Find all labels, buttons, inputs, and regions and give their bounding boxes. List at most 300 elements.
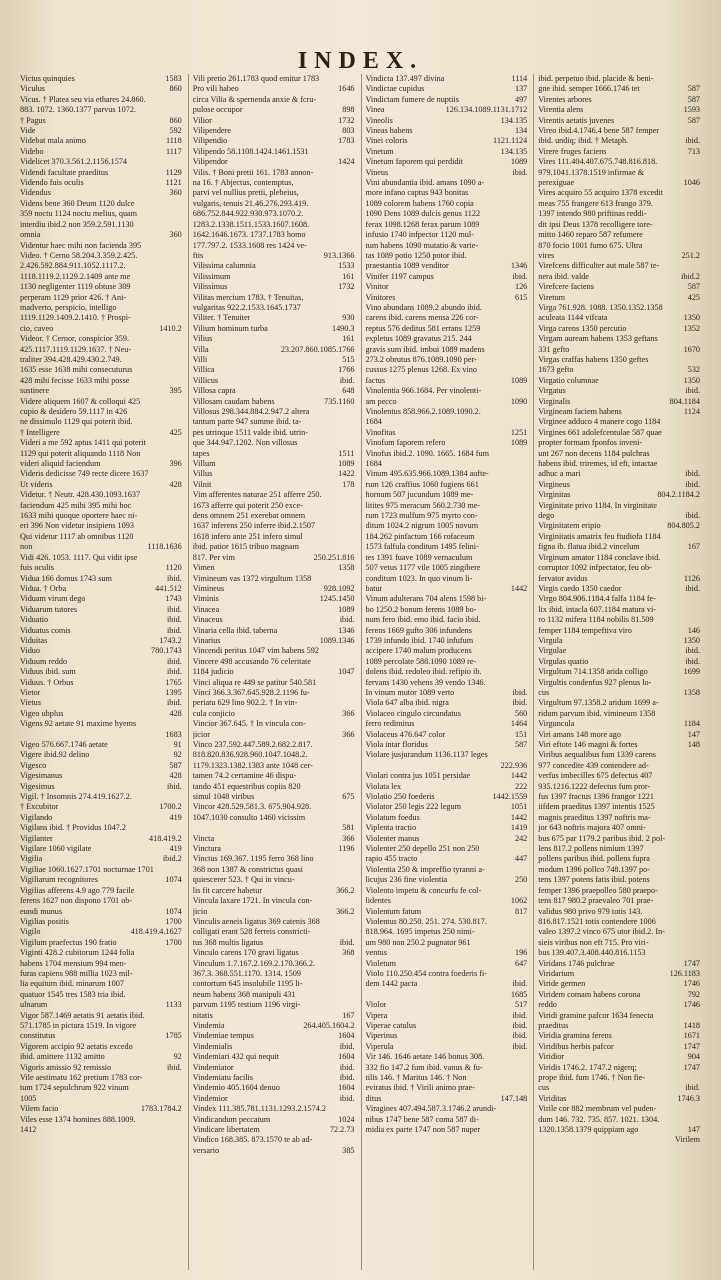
entry-ref: 735.1160 <box>324 396 355 406</box>
entry-text: ferro redimitus <box>365 719 415 729</box>
entry-text: Vinetum faporem qui perdidit <box>365 157 464 167</box>
entry-text: fervans 1430 vehens 39 vendo 1346. <box>365 677 486 687</box>
entry-text: tando 451 equestribus copiis 820 <box>192 781 301 791</box>
entry-text: Vinofitas <box>365 427 396 437</box>
index-entry <box>366 615 528 625</box>
entry-text: Vinctura <box>192 844 221 854</box>
entry-text: cio, caveo <box>20 323 54 333</box>
entry-text: 359 noctu 1124 noctu melius, quam <box>20 209 138 219</box>
index-entry <box>366 501 528 511</box>
entry-text: eri 396 Non videtur insipiens 1093 <box>20 521 134 531</box>
index-entry <box>193 646 355 656</box>
entry-text: 870 focio 1001 fumo 675. Ultra <box>538 240 643 250</box>
entry-ref: ibid. <box>166 656 182 666</box>
index-entry <box>193 147 355 157</box>
entry-text: 1130 negligenter 1119 obtuse 309 <box>20 282 131 292</box>
entry-text: Viribus aequalibus fum 1339 carens <box>538 750 656 760</box>
entry-text: 1397 intendo 980 priftinas reddi- <box>538 209 647 219</box>
entry-text: figna ib. flatua ibid.2 vincelum <box>538 542 640 552</box>
entry-text: Vilis. † Boni pretii 161. 1783 annon- <box>192 167 314 177</box>
entry-text: Vigilare 1060 vigilate <box>20 844 92 854</box>
entry-ref: 1583 <box>165 74 182 83</box>
entry-ref: 1089 <box>510 438 528 448</box>
entry-text: Vindemiator <box>192 1062 234 1072</box>
entry-ref: 780.1743 <box>151 646 182 656</box>
entry-text: Violenter 250 depello 251 non 250 <box>365 844 480 854</box>
entry-text: Vini abundantia ibid. amans 1090 a- <box>365 178 485 188</box>
entry-ref: 1783.1784.2 <box>140 1104 182 1114</box>
index-entry <box>366 813 528 823</box>
index-entry <box>538 178 700 188</box>
entry-text: Vigesco <box>20 760 47 770</box>
index-entry <box>20 428 182 438</box>
entry-text: modum 1396 pollco 748.1397 po- <box>538 864 650 874</box>
index-entry <box>538 948 700 958</box>
entry-text: Vilipendio <box>192 136 228 146</box>
index-entry <box>20 345 182 355</box>
entry-text: Virga 761.928. 1088. 1350.1352.1358 <box>538 302 663 312</box>
entry-text: Videre aliquem 1607 & colloqui 425 <box>20 396 141 406</box>
index-entry <box>538 719 700 729</box>
entry-text: Virgatio columnae <box>538 375 599 385</box>
index-entry <box>538 834 700 844</box>
entry-text: Virefcens difficulter aut male 587 te- <box>538 261 660 271</box>
entry-text: Virgis caedo 1350 caedor <box>538 583 622 593</box>
entry-text: Victus quinquies <box>20 74 75 83</box>
index-entry <box>538 1031 700 1041</box>
entry-text: 332 fio 147.2 fum ibid. vanus & fu- <box>365 1062 483 1072</box>
index-entry <box>538 875 700 885</box>
entry-text: 367.3. 368.551.1170. 1314. 1509 <box>192 968 301 978</box>
entry-text: Violentus 80.250. 251. 274. 530.817. <box>365 916 487 926</box>
entry-ref: ibid. <box>512 1010 528 1020</box>
entry-text: Virginitas <box>538 490 571 500</box>
entry-text: Vigiliae 1060.1627.1701 nocturnae 1701 <box>20 864 154 874</box>
entry-ref: 425 <box>687 292 700 302</box>
index-entry <box>538 1073 700 1083</box>
index-entry <box>366 854 528 864</box>
entry-text: 1089 colorem habens 1760 copia <box>365 198 474 208</box>
index-entry <box>366 480 528 490</box>
entry-text: Virginum amator 1184 conclave ibid. <box>538 552 661 562</box>
index-entry <box>366 907 528 917</box>
entry-ref: 419 <box>169 812 182 822</box>
entry-ref: 928.1092 <box>323 583 355 593</box>
entry-ref: ibid. <box>339 615 355 625</box>
index-entry <box>538 626 700 636</box>
entry-ref: ibid. <box>166 667 182 677</box>
entry-text: propter formam fponfos inveni- <box>538 438 643 448</box>
index-entry <box>538 293 700 303</box>
entry-ref: 1196 <box>338 844 355 854</box>
index-entry <box>366 313 528 323</box>
entry-ref: 1442.1559 <box>492 792 528 802</box>
entry-text: Viridi gramine pafcor 1634 fenecta <box>538 1010 654 1020</box>
entry-text: dego <box>538 511 555 521</box>
index-entry <box>20 782 182 792</box>
index-entry <box>538 584 700 594</box>
entry-text: Vindicta 137.497 divina <box>365 74 445 83</box>
entry-text: Virginitate privo 1184. In virginitate <box>538 500 657 510</box>
entry-text: femper 1184 tempeftiva viro <box>538 625 632 635</box>
entry-text: Viduam virum dego <box>20 594 86 604</box>
index-entry <box>193 74 355 84</box>
entry-text: furas capiens 988 millia 1023 mil- <box>20 968 133 978</box>
index-entry <box>20 168 182 178</box>
index-entry <box>538 782 700 792</box>
entry-text: Vilius <box>192 334 213 344</box>
index-entry <box>193 1094 355 1104</box>
index-entry <box>366 678 528 688</box>
entry-text: ventus <box>365 948 387 958</box>
entry-text: Viles esse 1374 homines 888.1009. <box>20 1114 136 1124</box>
entry-ref: 804.805.2 <box>667 521 700 531</box>
entry-text: Vidua. † Orba <box>20 583 67 593</box>
entry-text: unt 267 non decens 1184 pulchras <box>538 448 650 458</box>
entry-ref: 913.1366 <box>323 250 355 260</box>
entry-text: † Intelligere <box>20 427 60 437</box>
entry-text: nibus 1747 bene 587 coma 587 di- <box>365 1114 479 1124</box>
index-entry <box>193 188 355 198</box>
index-entry <box>20 626 182 636</box>
index-entry <box>20 688 182 698</box>
entry-text: lens 817.2 pollens nimium 1397 <box>538 844 644 854</box>
entry-text: Vindicandum peccatum <box>192 1114 271 1124</box>
entry-ref: 167 <box>342 1010 355 1020</box>
index-entry <box>538 709 700 719</box>
entry-ref: 360 <box>169 188 182 198</box>
index-entry <box>193 532 355 542</box>
entry-text: ne dissimulo 1129 qui poterit ibid. <box>20 417 133 427</box>
entry-ref: ibid.2 <box>162 854 182 864</box>
entry-ref: 1533 <box>338 261 355 271</box>
index-entry <box>538 168 700 178</box>
entry-ref: 147 <box>687 729 700 739</box>
entry-text: num fero ibid. emo ibid. facio ibid. <box>365 615 481 625</box>
entry-text: Vires acquiro 55 acquiro 1378 excedit <box>538 188 664 198</box>
entry-text: 425.1117.1119.1129.1637. † Neu- <box>20 344 132 354</box>
entry-text: dem 1442 pacta <box>365 979 418 989</box>
entry-text: 1119.1129.1409.2.1410. † Prospi- <box>20 313 131 323</box>
index-entry <box>366 459 528 469</box>
index-entry <box>538 1094 700 1104</box>
index-entry <box>538 771 700 781</box>
entry-ref: 366.2 <box>336 906 355 916</box>
index-entry <box>538 209 700 219</box>
entry-ref: ibid. <box>166 573 182 583</box>
entry-text: Violor <box>365 1000 387 1010</box>
index-entry <box>366 979 528 989</box>
entry-ref: 1442 <box>510 583 528 593</box>
entry-ref: 1746 <box>683 979 700 989</box>
entry-ref: ibid. <box>512 1041 528 1051</box>
entry-text: lix ibid. intacla 607.1184 matura vi- <box>538 604 656 614</box>
index-entry <box>538 469 700 479</box>
index-entry <box>538 823 700 833</box>
entry-ref: 1120 <box>165 563 182 573</box>
index-entry <box>366 199 528 209</box>
index-entry <box>20 397 182 407</box>
index-entry <box>366 303 528 313</box>
index-entry <box>366 220 528 230</box>
index-entry <box>193 969 355 979</box>
entry-ref: 497 <box>514 94 528 104</box>
entry-ref: 1129 <box>165 167 182 177</box>
entry-text: tus 368 multis ligatus <box>192 937 264 947</box>
entry-text: bus 139.407.3.408.440.816.1153 <box>538 948 646 958</box>
entry-text: Viperae catulus <box>365 1020 417 1030</box>
index-entry <box>366 553 528 563</box>
entry-ref: ibid. <box>512 167 528 177</box>
entry-text: Virgatus <box>538 386 566 396</box>
index-entry <box>20 605 182 615</box>
entry-ref: 1346 <box>510 261 528 271</box>
entry-text: validus 980 privo 979 totis 143. <box>538 906 643 916</box>
entry-ref: 1422 <box>338 469 355 479</box>
index-entry <box>193 345 355 355</box>
entry-text: dolens ibid. redoleo ibid. refipio ib. <box>365 667 482 677</box>
entry-text: traliter 394.428.429.430.2.749. <box>20 354 122 364</box>
index-entry <box>193 698 355 708</box>
index-entry <box>538 438 700 448</box>
entry-text: Vigilans ibid. † Providus 1047.2 <box>20 823 126 833</box>
entry-ref: 134 <box>514 126 528 136</box>
entry-ref: 1046 <box>683 178 700 188</box>
entry-ref: 161 <box>342 334 355 344</box>
index-entry <box>20 1104 182 1114</box>
entry-ref: 1700.2 <box>159 802 182 812</box>
entry-text: Villa <box>192 344 209 354</box>
index-entry <box>538 365 700 375</box>
entry-ref: 1747 <box>683 1041 700 1051</box>
entry-text: magnis praeditus 1397 noftris ma- <box>538 812 651 822</box>
index-entry <box>193 95 355 105</box>
entry-text: Vindemiari 432 qui nequit <box>192 1052 279 1062</box>
index-entry <box>20 709 182 719</box>
index-entry <box>366 896 528 906</box>
entry-ref: 1685 <box>510 989 528 999</box>
index-entry <box>538 605 700 615</box>
index-entry <box>193 84 355 94</box>
index-entry <box>193 657 355 667</box>
entry-ref: 366.2 <box>336 885 355 895</box>
index-entry <box>193 126 355 136</box>
entry-text: valeo 1397.2 vinco 675 utor ibid.2. In- <box>538 927 665 937</box>
index-entry <box>538 802 700 812</box>
entry-ref: ibid. <box>166 781 182 791</box>
index-entry <box>366 74 528 84</box>
index-entry <box>538 251 700 261</box>
index-entry <box>193 521 355 531</box>
entry-text: Villica <box>192 365 215 375</box>
index-entry <box>20 698 182 708</box>
index-entry <box>366 563 528 573</box>
entry-text: tens 1397 potens fatis ibid. potens <box>538 875 650 885</box>
index-entry <box>193 636 355 646</box>
entry-text: Viridem comam habens corona <box>538 989 641 999</box>
entry-text: accipere 1740 malum producens <box>365 646 472 656</box>
index-entry <box>538 188 700 198</box>
index-entry <box>20 324 182 334</box>
index-entry <box>193 324 355 334</box>
entry-text: habens ibid. triremes, id eft, intactae <box>538 459 658 469</box>
entry-ref: 1184 <box>683 719 700 729</box>
entry-text: Vinum adulterans 704 alens 1598 bi- <box>365 594 487 604</box>
entry-ref: ibid. <box>339 1062 355 1072</box>
index-entry <box>193 293 355 303</box>
entry-text: Villum <box>192 459 216 469</box>
index-entry <box>20 1073 182 1083</box>
entry-text: Vigor 587.1469 aetatis 91 aetatis ibid. <box>20 1010 145 1020</box>
entry-ref: ibid. <box>685 656 700 666</box>
entry-ref: ibid. <box>166 615 182 625</box>
entry-ref: 23.207.860.1085.1766 <box>280 344 355 354</box>
entry-ref: 126.134.1089.1131.1712 <box>445 105 528 115</box>
entry-ref: 1251 <box>510 427 528 437</box>
index-entry <box>538 1021 700 1031</box>
entry-text: Vimineum vas 1372 virgultum 1358 <box>192 573 312 583</box>
index-entry <box>193 553 355 563</box>
entry-ref: 137 <box>514 84 528 94</box>
index-entry <box>20 636 182 646</box>
entry-text: lidentes <box>365 896 391 906</box>
entry-text: Vilissimum <box>192 271 231 281</box>
entry-text: omnia <box>20 230 41 240</box>
index-entry <box>193 678 355 688</box>
entry-text: cus <box>538 687 550 697</box>
entry-ref: 1089 <box>510 375 528 385</box>
entry-text: Vires 111.404.407.675.748.816.818. <box>538 157 658 167</box>
entry-text: Violentia 250 & impreffio tyranni a- <box>365 864 485 874</box>
entry-text: Videndus <box>20 188 51 198</box>
index-entry <box>538 532 700 542</box>
index-entry <box>20 1052 182 1062</box>
entry-text: jicior <box>192 729 211 739</box>
entry-ref: 92 <box>173 1052 182 1062</box>
index-entry <box>20 272 182 282</box>
index-entry <box>193 220 355 230</box>
entry-ref: 713 <box>687 146 700 156</box>
entry-ref: 1424 <box>338 157 355 167</box>
entry-text: Videor. † Cernor, conspicior 359. <box>20 334 130 344</box>
entry-text: Vinaria cella ibid. taberna <box>192 625 278 635</box>
entry-text: infusio 1740 infpector 1120 mul- <box>365 230 474 240</box>
index-entry <box>366 147 528 157</box>
entry-ref: 1133 <box>165 1000 182 1010</box>
entry-text: dens omnem 251 exerebat omnem <box>192 511 306 521</box>
index-entry <box>366 532 528 542</box>
entry-ref: 1121 <box>165 178 182 188</box>
entry-text: 571.1785 in pictura 1519. In vigore <box>20 1020 137 1030</box>
index-entry <box>20 147 182 157</box>
entry-text: Villi <box>192 354 208 364</box>
index-entry <box>538 417 700 427</box>
index-entry <box>538 126 700 136</box>
entry-text: Viriditas <box>538 1093 567 1103</box>
entry-text: hornum 507 jucundum 1089 me- <box>365 490 474 500</box>
index-entry <box>366 449 528 459</box>
entry-text: In vinum mutor 1089 verto <box>365 687 455 697</box>
entry-text: 273.2 obrutus 876.1089.1090 per- <box>365 354 477 364</box>
index-entry <box>193 542 355 552</box>
index-entry <box>193 948 355 958</box>
entry-text: simul 1048 viribus <box>192 792 255 802</box>
index-entry <box>366 823 528 833</box>
entry-text: periatu 629 lino 902.2. † In vin- <box>192 698 298 708</box>
index-entry <box>20 449 182 459</box>
entry-text: Vinum 495.635.966.1089.1384 aufte- <box>365 469 489 479</box>
entry-text: fus 1397 fractus 1396 frangor 1221 <box>538 792 654 802</box>
index-entry <box>20 1021 182 1031</box>
index-entry <box>538 792 700 802</box>
entry-text: Virile cor 882 membrum vel puden- <box>538 1104 657 1114</box>
entry-text: Violare jusjurandum 1136.1137 leges <box>365 750 488 760</box>
entry-text: Violaceo cingulo circundatus <box>365 708 461 718</box>
entry-text: 979.1041.1378.1519 infirmae & <box>538 167 644 177</box>
entry-text: 1673 gefto <box>538 365 574 375</box>
entry-ref: 803 <box>342 126 355 136</box>
entry-text: cupio & desidero 59.1117 in 426 <box>20 407 128 416</box>
entry-text: pulose occupor <box>192 105 243 115</box>
index-entry <box>366 407 528 417</box>
index-entry <box>193 501 355 511</box>
index-entry <box>193 386 355 396</box>
entry-ref: 196 <box>514 948 528 958</box>
index-entry <box>538 1042 700 1052</box>
index-entry <box>366 1000 528 1010</box>
index-entry <box>538 969 700 979</box>
entry-text: ulnarum <box>20 1000 48 1010</box>
index-entry <box>193 365 355 375</box>
entry-text: Virgas craffas habens 1350 geftes <box>538 354 649 364</box>
entry-text: Vigiliarum recognitores <box>20 875 98 885</box>
entry-text: Violator 250 legis 222 legum <box>365 802 461 812</box>
entry-ref: 1114 <box>511 74 528 83</box>
index-entry <box>538 105 700 115</box>
index-entry <box>366 136 528 146</box>
entry-ref: 1511 <box>338 448 355 458</box>
index-entry <box>366 584 528 594</box>
index-entry <box>538 740 700 750</box>
entry-text: cula conjicio <box>192 708 235 718</box>
entry-text: Vilem facio <box>20 1104 59 1114</box>
entry-ref: 134.135 <box>500 146 528 156</box>
entry-text: tilis 146. † Maritus 146. † Non <box>365 1073 467 1082</box>
index-entry <box>366 782 528 792</box>
entry-text: parvi vel nullius pretii, plebeius, <box>192 188 299 198</box>
index-entry <box>20 282 182 292</box>
entry-text: Vinetum <box>365 146 394 156</box>
entry-ref: 860 <box>169 115 182 125</box>
index-entry <box>538 896 700 906</box>
index-column-2 <box>188 74 355 1270</box>
entry-text: Videbo <box>20 146 44 156</box>
index-entry <box>193 105 355 115</box>
index-entry <box>193 574 355 584</box>
index-entry <box>538 1083 700 1093</box>
index-entry <box>193 761 355 771</box>
index-entry <box>193 1083 355 1093</box>
entry-text: Vinacea <box>192 604 220 614</box>
entry-text: Virefcere faciens <box>538 282 594 292</box>
entry-text: cussus 1275 plenus 1268. Ex vino <box>365 365 477 375</box>
index-entry <box>193 1011 355 1021</box>
index-entry <box>20 917 182 927</box>
index-entry <box>20 251 182 261</box>
entry-text: Vinea <box>365 105 385 115</box>
index-entry <box>538 84 700 94</box>
index-entry <box>193 261 355 271</box>
